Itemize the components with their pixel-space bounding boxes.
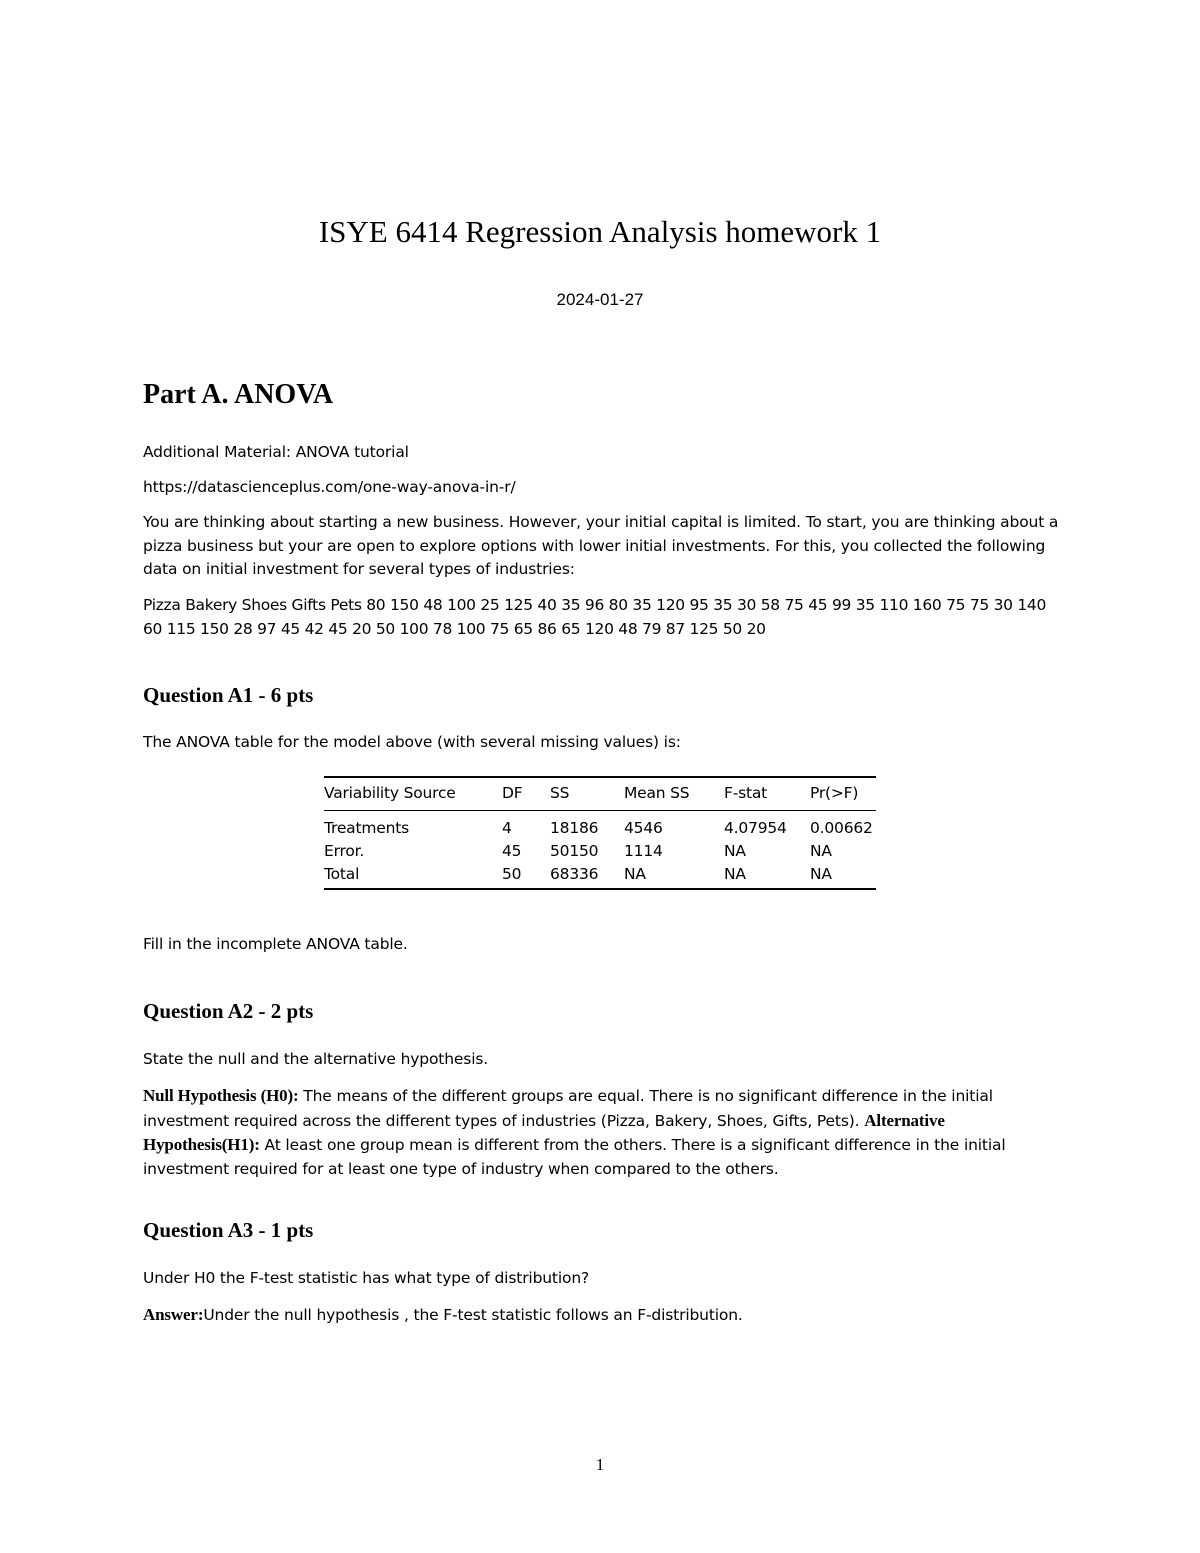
table-cell: 50 (502, 865, 522, 883)
table-cell: 1114 (624, 842, 663, 860)
question-a3-prompt: Under H0 the F-test statistic has what type of distribution? (143, 1269, 590, 1287)
col-header-p-value: Pr(>F) (810, 784, 859, 802)
alt-hypothesis-text: At least one group mean is different from the others. There is a significant difference in the initial investment required for at least one type of industry when compared to the others. (143, 1136, 1006, 1178)
answer-text: Under the null hypothesis , the F-test statistic follows an F-distribution. (203, 1306, 743, 1324)
answer-label: Answer: (143, 1305, 204, 1324)
table-cell: 4546 (624, 819, 663, 837)
col-header-f-stat: F-stat (724, 784, 768, 802)
table-cell: Error. (324, 842, 365, 860)
question-a1-prompt: The ANOVA table for the model above (with several missing values) is: (143, 733, 681, 751)
document-title: ISYE 6414 Regression Analysis homework 1 (318, 214, 882, 249)
col-header-mean-ss: Mean SS (624, 784, 690, 802)
anova-table (324, 776, 876, 890)
table-cell: 50150 (550, 842, 599, 860)
table-cell: 68336 (550, 865, 599, 883)
table-cell: NA (724, 865, 746, 883)
table-cell: NA (810, 842, 832, 860)
table-cell: 45 (502, 842, 522, 860)
data-paragraph: Pizza Bakery Shoes Gifts Pets 80 150 48 100 25 125 40 35 96 80 35 120 95 35 30 58 75 45 99 35 110 160 75 75 30 140 60 115 150 28 97 45 42 45 20 50 100 78 100 75 65 86 65 120 48 79 87 125 50 20 (143, 596, 1047, 638)
table-row (324, 840, 876, 863)
table-row (324, 811, 876, 841)
null-hypothesis-text: The means of the different groups are equal. There is no significant difference in the initial investment required across the different types of industries (Pizza, Bakery, Shoes, Gifts, Pets). (143, 1087, 993, 1130)
table-cell: NA (624, 865, 646, 883)
question-a2-heading: Question A2 - 2 pts (143, 999, 314, 1023)
table-cell: Total (324, 865, 360, 883)
table-cell: Treatments (324, 819, 409, 837)
document-date: 2024-01-27 (556, 290, 644, 309)
col-header-source: Variability Source (324, 784, 456, 802)
anova-header-row (324, 777, 876, 811)
tutorial-link[interactable]: https://datascienceplus.com/one-way-anova-in-r/ (143, 478, 516, 496)
page-number: 1 (595, 1455, 605, 1474)
col-header-df: DF (502, 784, 523, 802)
question-a3-heading: Question A3 - 1 pts (143, 1218, 314, 1242)
intro-paragraph: You are thinking about starting a new business. However, your initial capital is limited. To start, you are thinking about a pizza business but your are open to explore options with lower initial investments. For this, you collected the following data on initial investment for several types of industries: (143, 513, 1059, 578)
question-a1-instruction: Fill in the incomplete ANOVA table. (143, 935, 408, 953)
part-a-heading: Part A. ANOVA (143, 379, 334, 410)
additional-material: Additional Material: ANOVA tutorial (143, 443, 409, 461)
table-cell: 0.00662 (810, 819, 873, 837)
table-cell: NA (810, 865, 832, 883)
alt-hypothesis-label: Alternative Hypothesis(H1): (143, 1110, 945, 1154)
table-cell: 4.07954 (724, 819, 787, 837)
question-a3-answer (143, 1303, 1063, 1328)
table-cell: 18186 (550, 819, 599, 837)
table-cell: 4 (502, 819, 512, 837)
question-a2-prompt: State the null and the alternative hypothesis. (143, 1050, 489, 1068)
null-hypothesis-label: Null Hypothesis (H0): (143, 1086, 299, 1105)
hypotheses-paragraph (143, 1084, 1063, 1181)
table-row (324, 863, 876, 889)
col-header-ss: SS (550, 784, 570, 802)
question-a1-heading: Question A1 - 6 pts (143, 683, 314, 707)
table-cell: NA (724, 842, 746, 860)
